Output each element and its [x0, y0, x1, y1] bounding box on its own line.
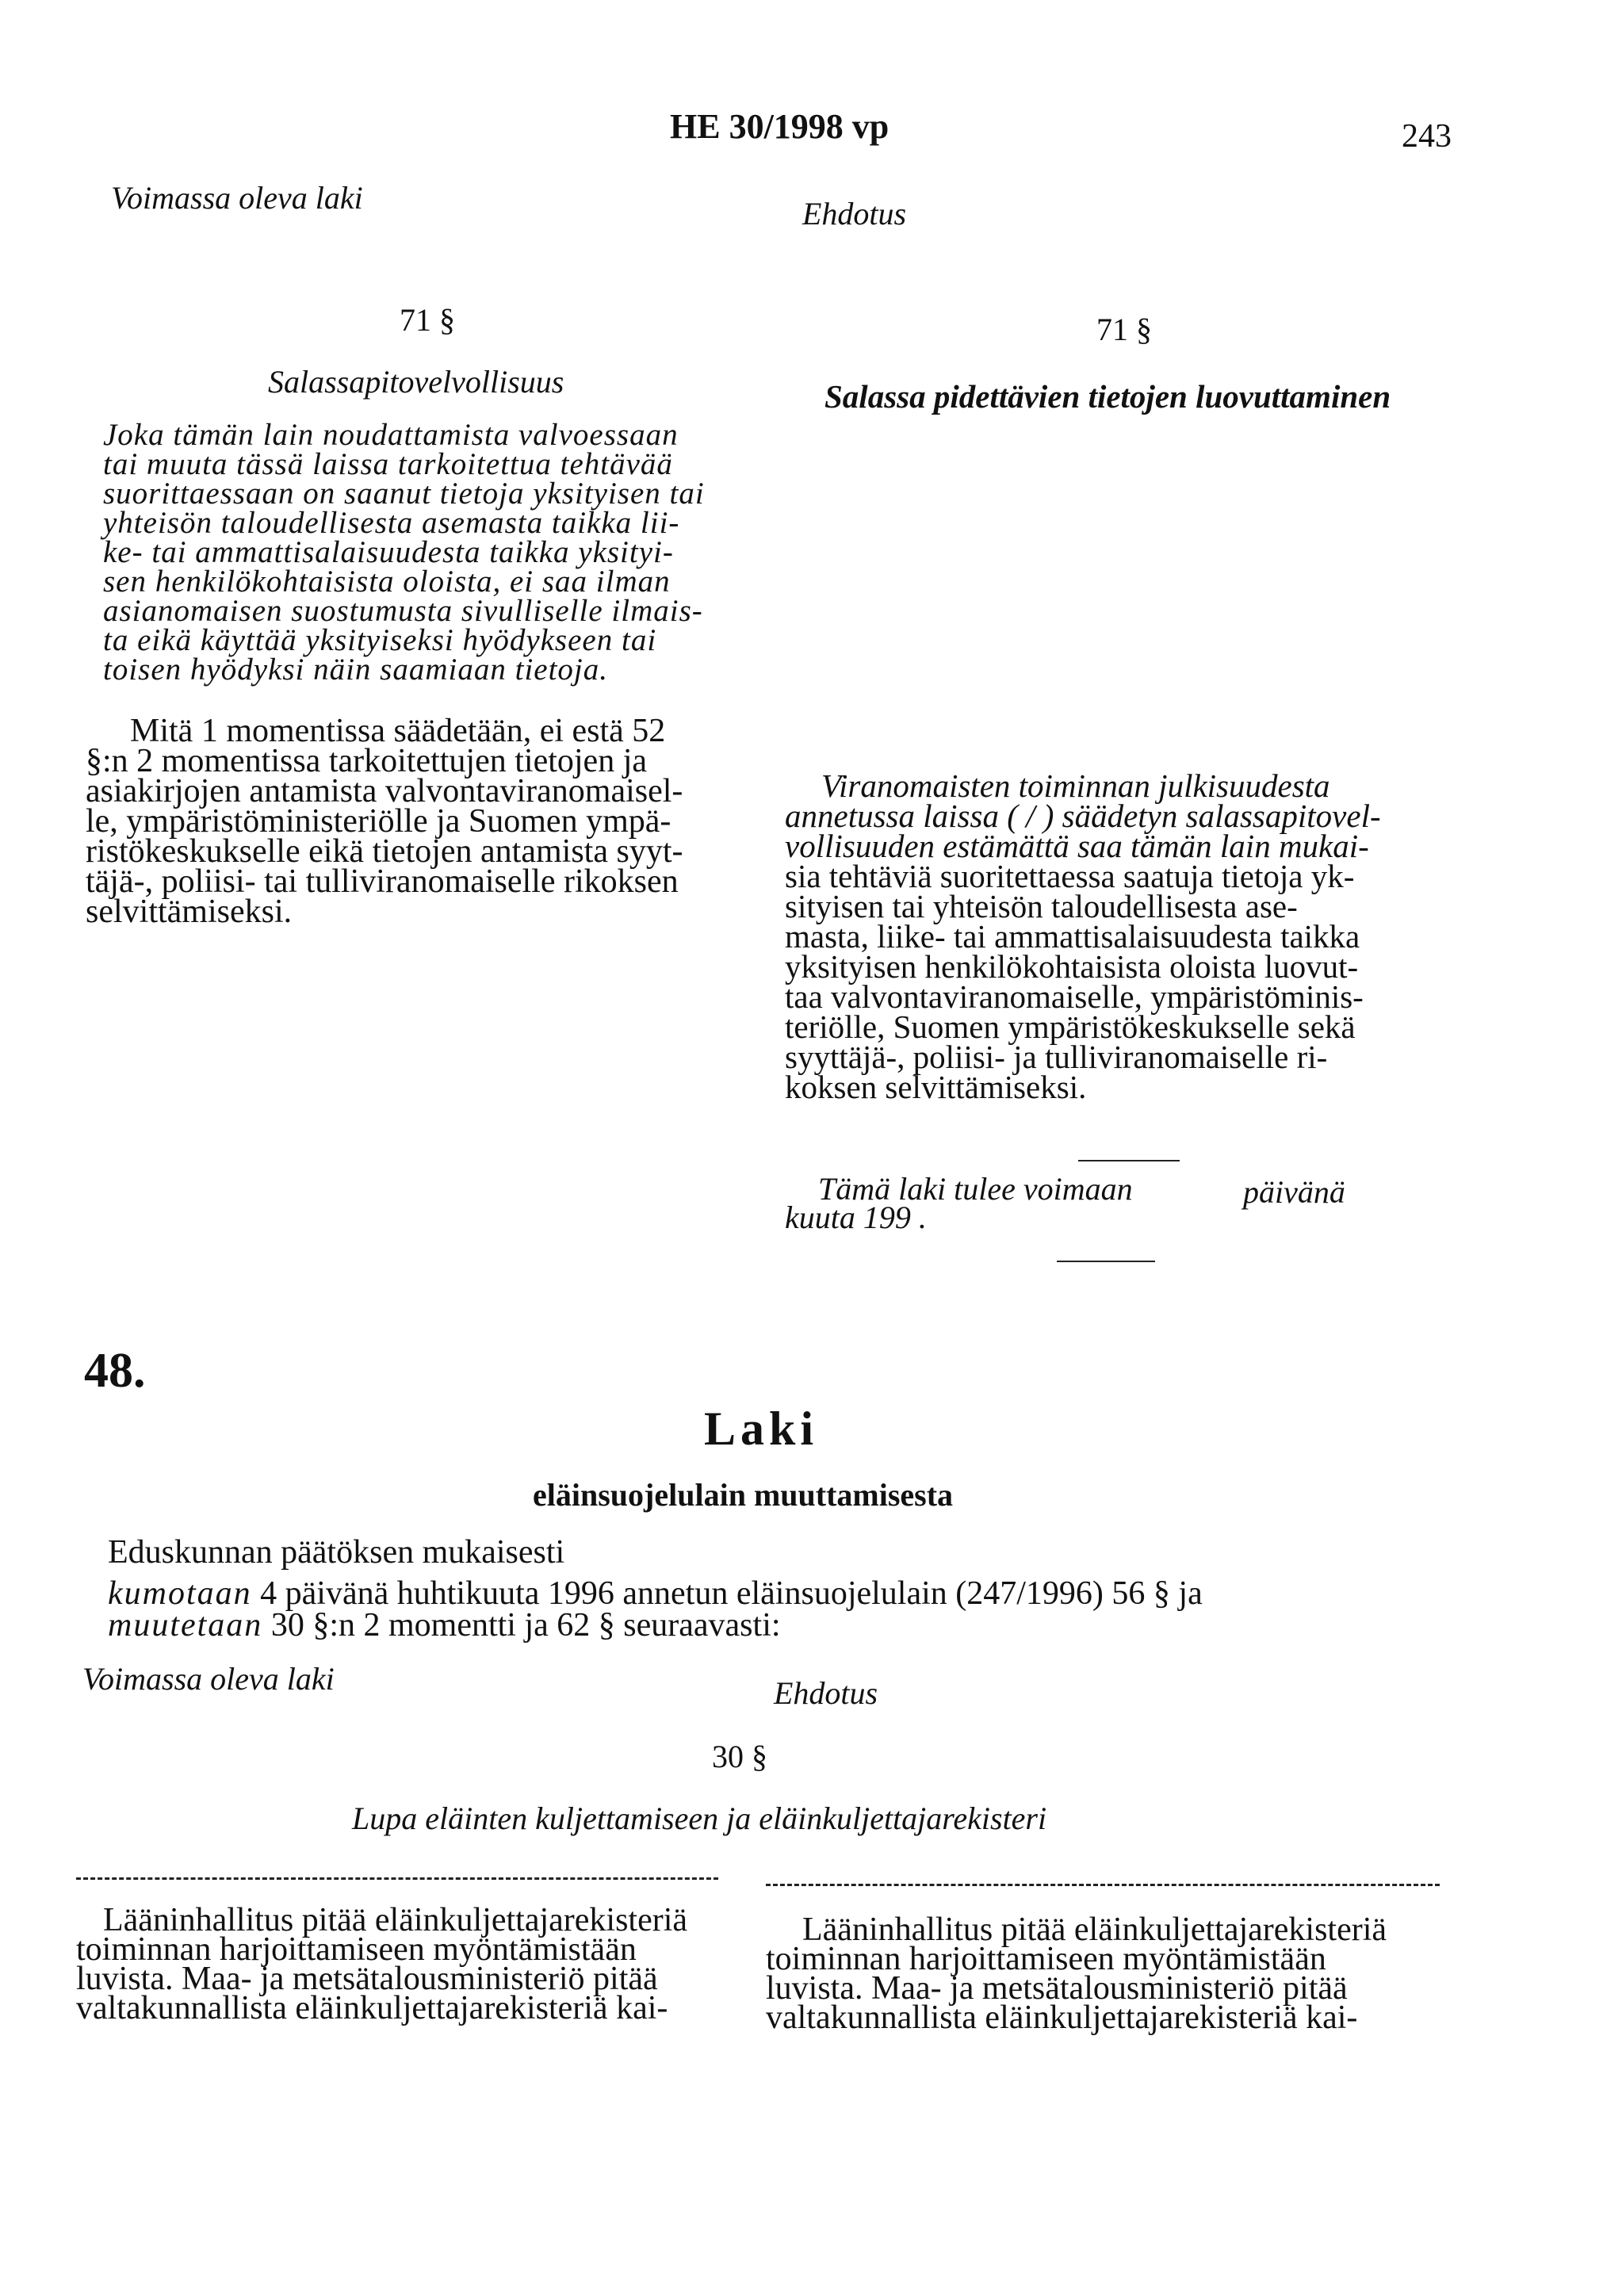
act-section-title: Lupa eläinten kuljettamiseen ja eläinkuljettajarekisteri — [352, 1800, 1047, 1836]
entry-into-force-text: Tämä laki tulee voimaan — [818, 1171, 1133, 1207]
repeal-text: 4 päivänä huhtikuuta 1996 annetun eläinsuojelulain (247/1996) 56 § ja — [260, 1575, 1203, 1612]
page-number: 243 — [1402, 118, 1452, 155]
act-title: Laki — [704, 1402, 819, 1455]
preamble-line-3 — [108, 1606, 781, 1644]
act-subtitle: eläinsuojelulain muuttamisesta — [533, 1477, 954, 1513]
amend-keyword: muutetaan — [108, 1607, 263, 1644]
document-id: HE 30/1998 vp — [670, 107, 889, 146]
right-column-heading: Ehdotus — [802, 196, 907, 232]
repeal-keyword: kumotaan — [108, 1575, 252, 1612]
amend-text: 30 §:n 2 momentti ja 62 § seuraavasti: — [270, 1607, 781, 1644]
left-paragraph-1: Joka tämän lain noudattamista valvoessaan tai muuta tässä laissa tarkoitettua tehtävää suorittaessaan on saanut tietoja yksityisen tai yhteisön taloudellisesta asemasta taikka lii- ke- tai ammattisalaisuudesta taikka yksityi- sen henkilökohtaisista oloista, ei saa ilman asianomaisen suostumusta sivulliselle ilmais- ta eikä käyttää yksityiseksi hyödykseen tai toisen hyödyksi näin saamiaan tietoja. — [103, 418, 705, 687]
entry-into-force-day: päivänä — [1243, 1174, 1345, 1210]
left-omission-line — [76, 1877, 718, 1880]
preamble-line-1: Eduskunnan päätöksen mukaisesti — [108, 1534, 565, 1571]
left-column-heading: Voimassa oleva laki — [111, 180, 363, 216]
left-section-title: Salassapitovelvollisuus — [268, 364, 564, 400]
act-right-paragraph: Lääninhallitus pitää eläinkuljettajarekisteriä toiminnan harjoittamiseen myöntämistään luvista. Maa- ja metsätalousministeriö pitää valtakunnallista eläinkuljettajarekisteriä kai- — [766, 1911, 1387, 2036]
left-section-number: 71 § — [400, 302, 455, 338]
act-left-column-heading: Voimassa oleva laki — [82, 1661, 335, 1697]
separator-rule-top — [1078, 1160, 1180, 1161]
act-number: 48. — [84, 1344, 146, 1398]
act-section-number: 30 § — [712, 1739, 767, 1774]
act-right-column-heading: Ehdotus — [774, 1675, 878, 1711]
right-section-number: 71 § — [1096, 312, 1152, 347]
right-omission-line — [766, 1884, 1440, 1886]
act-left-paragraph: Lääninhallitus pitää eläinkuljettajarekisteriä toiminnan harjoittamiseen myöntämistään luvista. Maa- ja metsätalousministeriö pitää valtakunnallista eläinkuljettajarekisteriä kai- — [76, 1902, 688, 2026]
right-section-title: Salassa pidettävien tietojen luovuttaminen — [824, 378, 1391, 415]
entry-into-force-month: kuuta 199 . — [785, 1200, 927, 1235]
separator-rule-bottom — [1057, 1261, 1155, 1262]
right-paragraph-1: Viranomaisten toiminnan julkisuudesta annetussa laissa ( / ) säädetyn salassapitovel- vollisuuden estämättä saa tämän lain mukai- sia tehtäviä suoritettaessa saatuja tietoja yk- sityisen tai yhteisön taloudellisesta ase- masta, liike- tai ammattisalaisuudesta taikka yksityisen henkilökohtaisista oloista luovut- taa valvontaviranomaiselle, ympäristöminis- teriölle, Suomen ympäristökeskukselle sekä syyttäjä-, poliisi- ja tulliviranomaiselle ri- koksen selvittämiseksi. — [785, 767, 1381, 1105]
left-paragraph-2: Mitä 1 momentissa säädetään, ei estä 52 §:n 2 momentissa tarkoitettujen tietojen ja asiakirjojen antamista valvontaviranomaisel- le, ympäristöministeriölle ja Suomen ympä- ristökeskukselle eikä tietojen antamista syyt- täjä-, poliisi- tai tulliviranomaiselle rikoksen selvittämiseksi. — [86, 713, 683, 930]
